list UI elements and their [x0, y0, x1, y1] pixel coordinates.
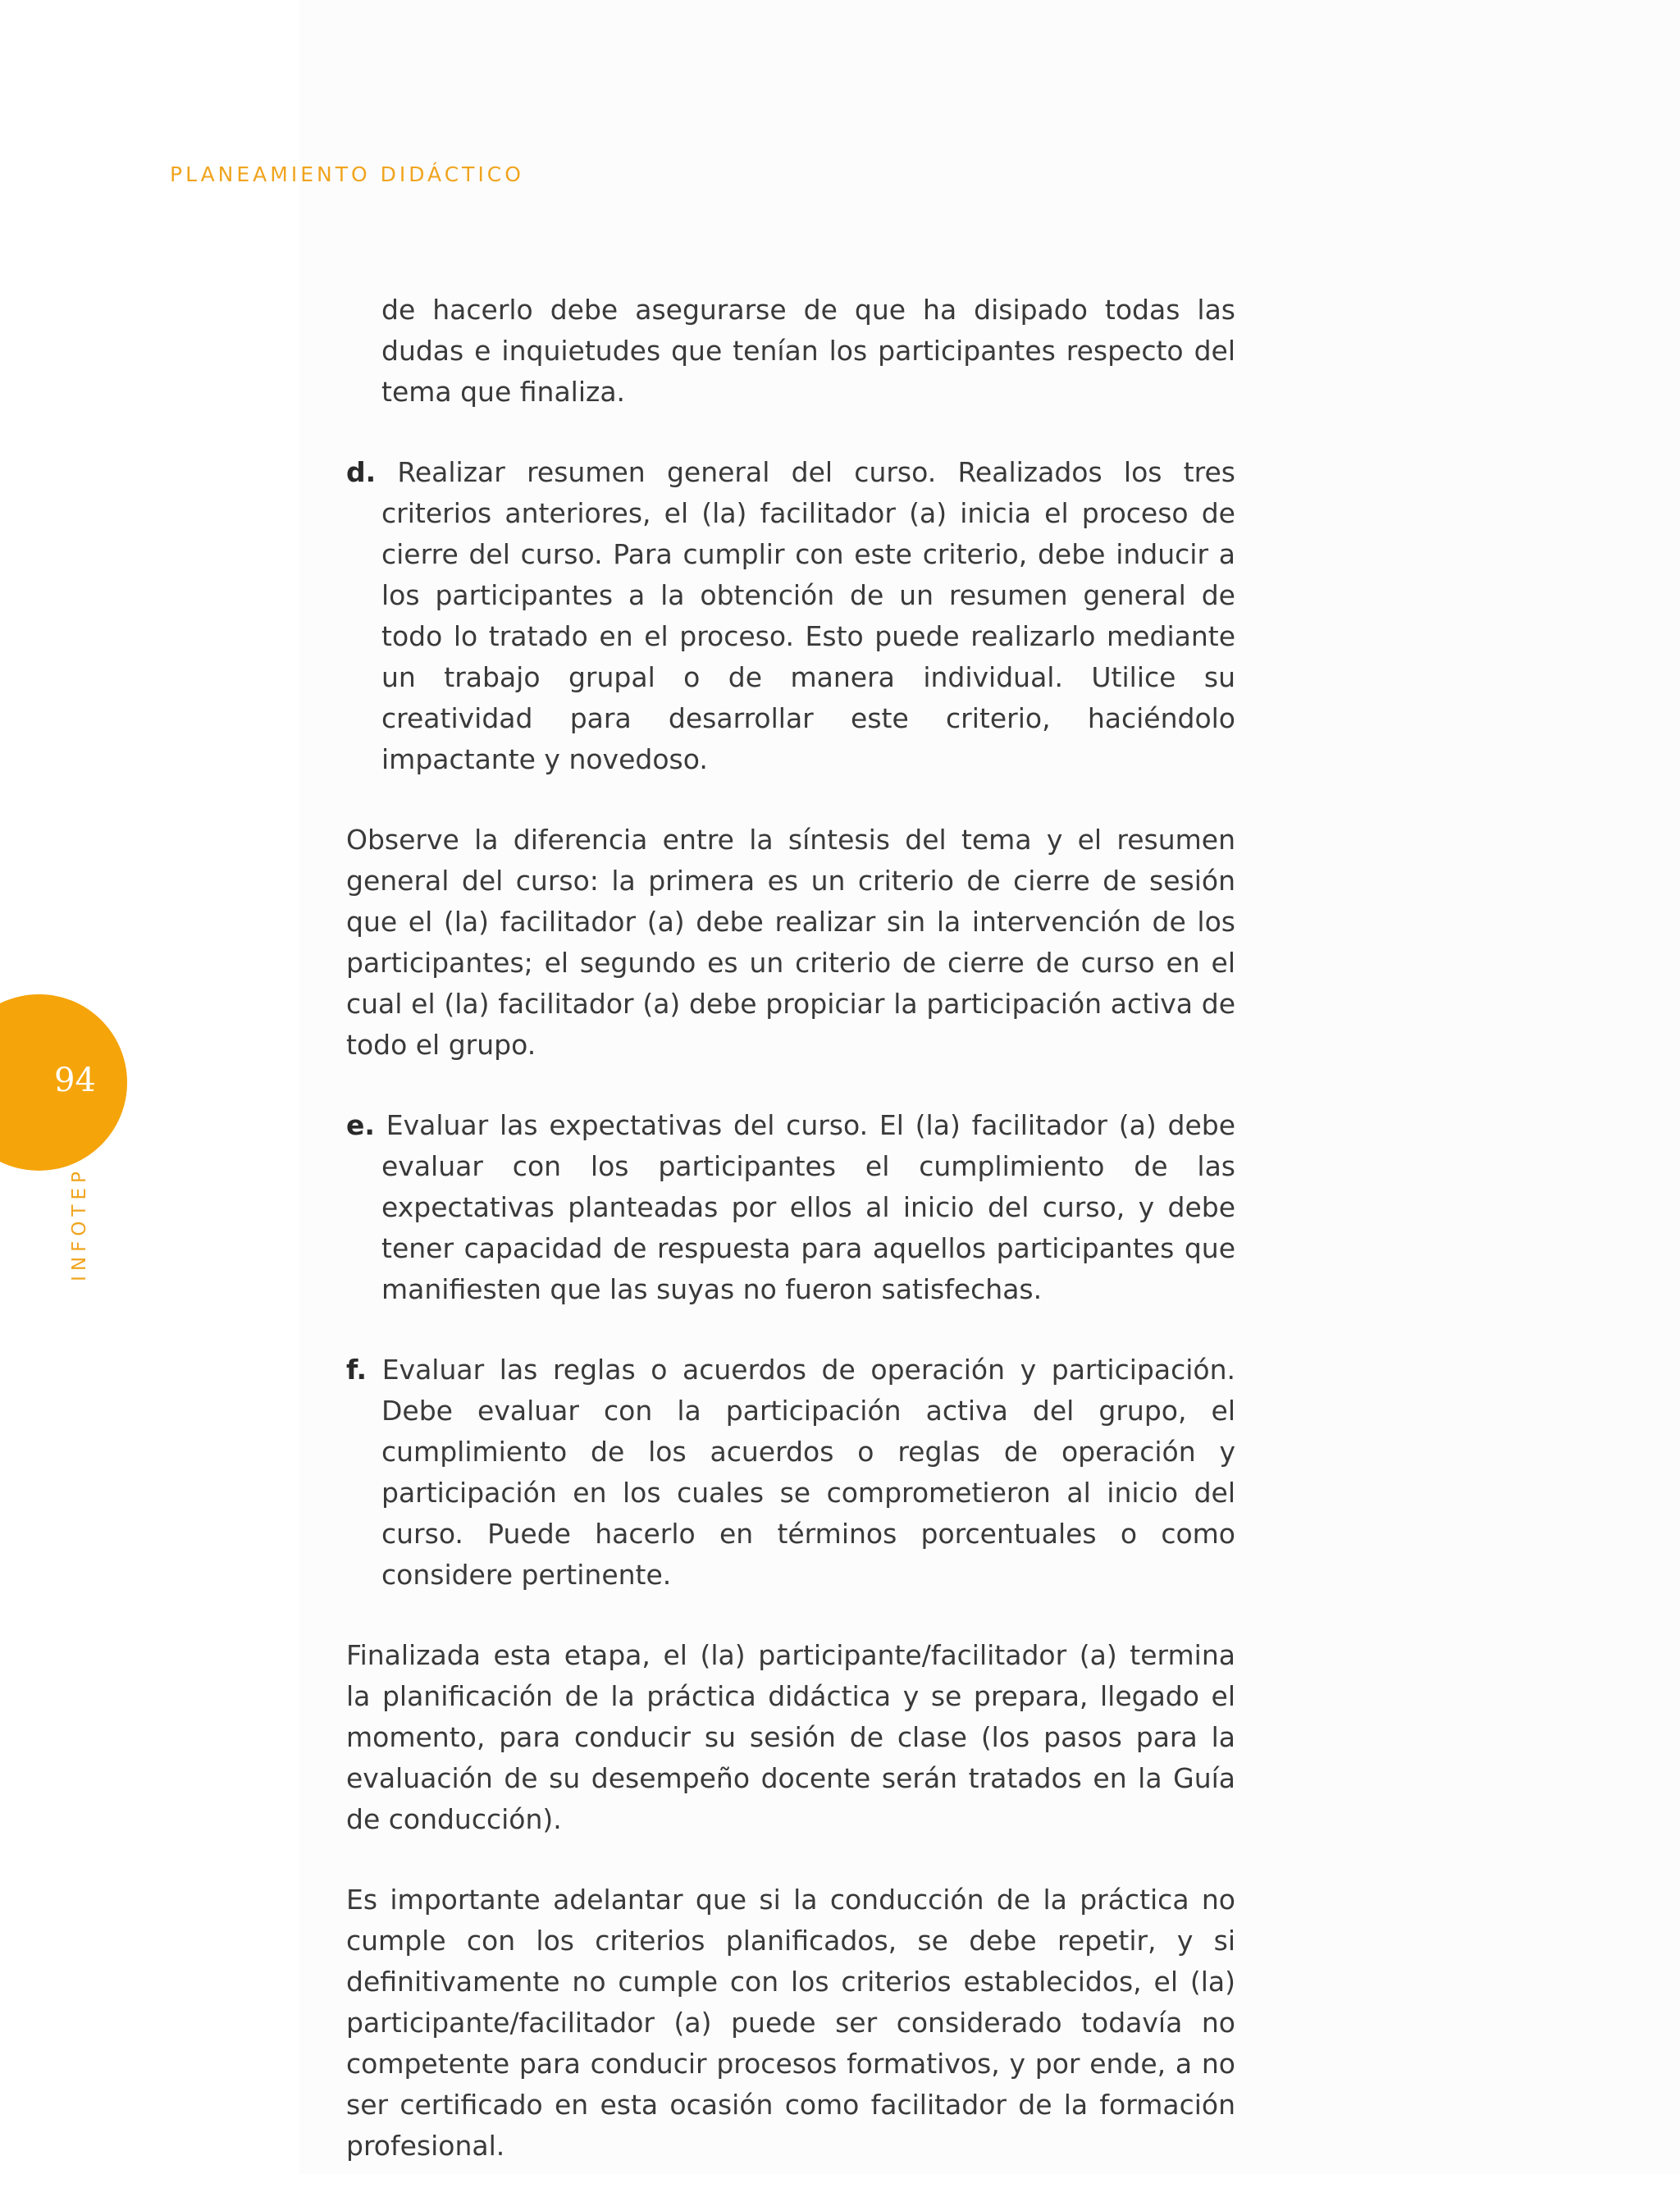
- list-item-e: [346, 1105, 1235, 1310]
- side-label: INFOTEP: [69, 1167, 90, 1281]
- list-item-f: [346, 1350, 1235, 1596]
- list-item-letter: d.: [346, 456, 377, 488]
- paragraph: Finalizada esta etapa, el (la) participante/facilitador (a) termina la planificación de la práctica didáctica y se prepara, llegado el momento, para conducir su sesión de clase (los pasos para la evaluación de su desempeño docente serán tratados en la Guía de conducción).: [346, 1639, 1235, 1835]
- page-body: [346, 290, 1235, 2206]
- list-item-letter: f.: [346, 1354, 368, 1386]
- running-header: PLANEAMIENTO DIDÁCTICO: [170, 162, 524, 186]
- page-number: 94: [54, 1062, 96, 1099]
- list-item-d: [346, 452, 1235, 780]
- paragraph: Observe la diferencia entre la síntesis del tema y el resumen general del curso: la primera es un criterio de cierre de sesión que el (la) facilitador (a) debe realizar sin la intervención de los participantes; el segundo es un criterio de cierre de curso en el cual el (la) facilitador (a) debe propiciar la participación activa de todo el grupo.: [346, 824, 1235, 1061]
- list-item-text: Evaluar las expectativas del curso. El (la) facilitador (a) debe evaluar con los participantes el cumplimiento de las expectativas planteadas por ellos al inicio del curso, y debe tener capacidad de respuesta para aquellos participantes que manifiesten que las suyas no fueron satisfechas.: [381, 1109, 1235, 1305]
- list-item-letter: e.: [346, 1109, 375, 1141]
- list-item-text: Evaluar las reglas o acuerdos de operación y participación. Debe evaluar con la participación activa del grupo, el cumplimiento de los acuerdos o reglas de operación y participación en los cuales se comprometieron al inicio del curso. Puede hacerlo en términos porcentuales o como considere pertinente.: [381, 1354, 1235, 1591]
- continuation-paragraph: de hacerlo debe asegurarse de que ha disipado todas las dudas e inquietudes que tenían los participantes respecto del tema que finaliza.: [381, 294, 1235, 408]
- paragraph: Es importante adelantar que si la conducción de la práctica no cumple con los criterios planificados, se debe repetir, y si definitivamente no cumple con los criterios establecidos, el (la) participante/facilitador (a) puede ser considerado todavía no competente para conducir procesos formativos, y por ende, a no ser certificado en esta ocasión como facilitador de la formación profesional.: [346, 1884, 1235, 2162]
- list-item-text: Realizar resumen general del curso. Realizados los tres criterios anteriores, el (la) facilitador (a) inicia el proceso de cierre del curso. Para cumplir con este criterio, debe inducir a los participantes a la obtención de un resumen general de todo lo tratado en el proceso. Esto puede realizarlo mediante un trabajo grupal o de manera individual. Utilice su creatividad para desarrollar este criterio, haciéndolo impactante y novedoso.: [381, 456, 1235, 775]
